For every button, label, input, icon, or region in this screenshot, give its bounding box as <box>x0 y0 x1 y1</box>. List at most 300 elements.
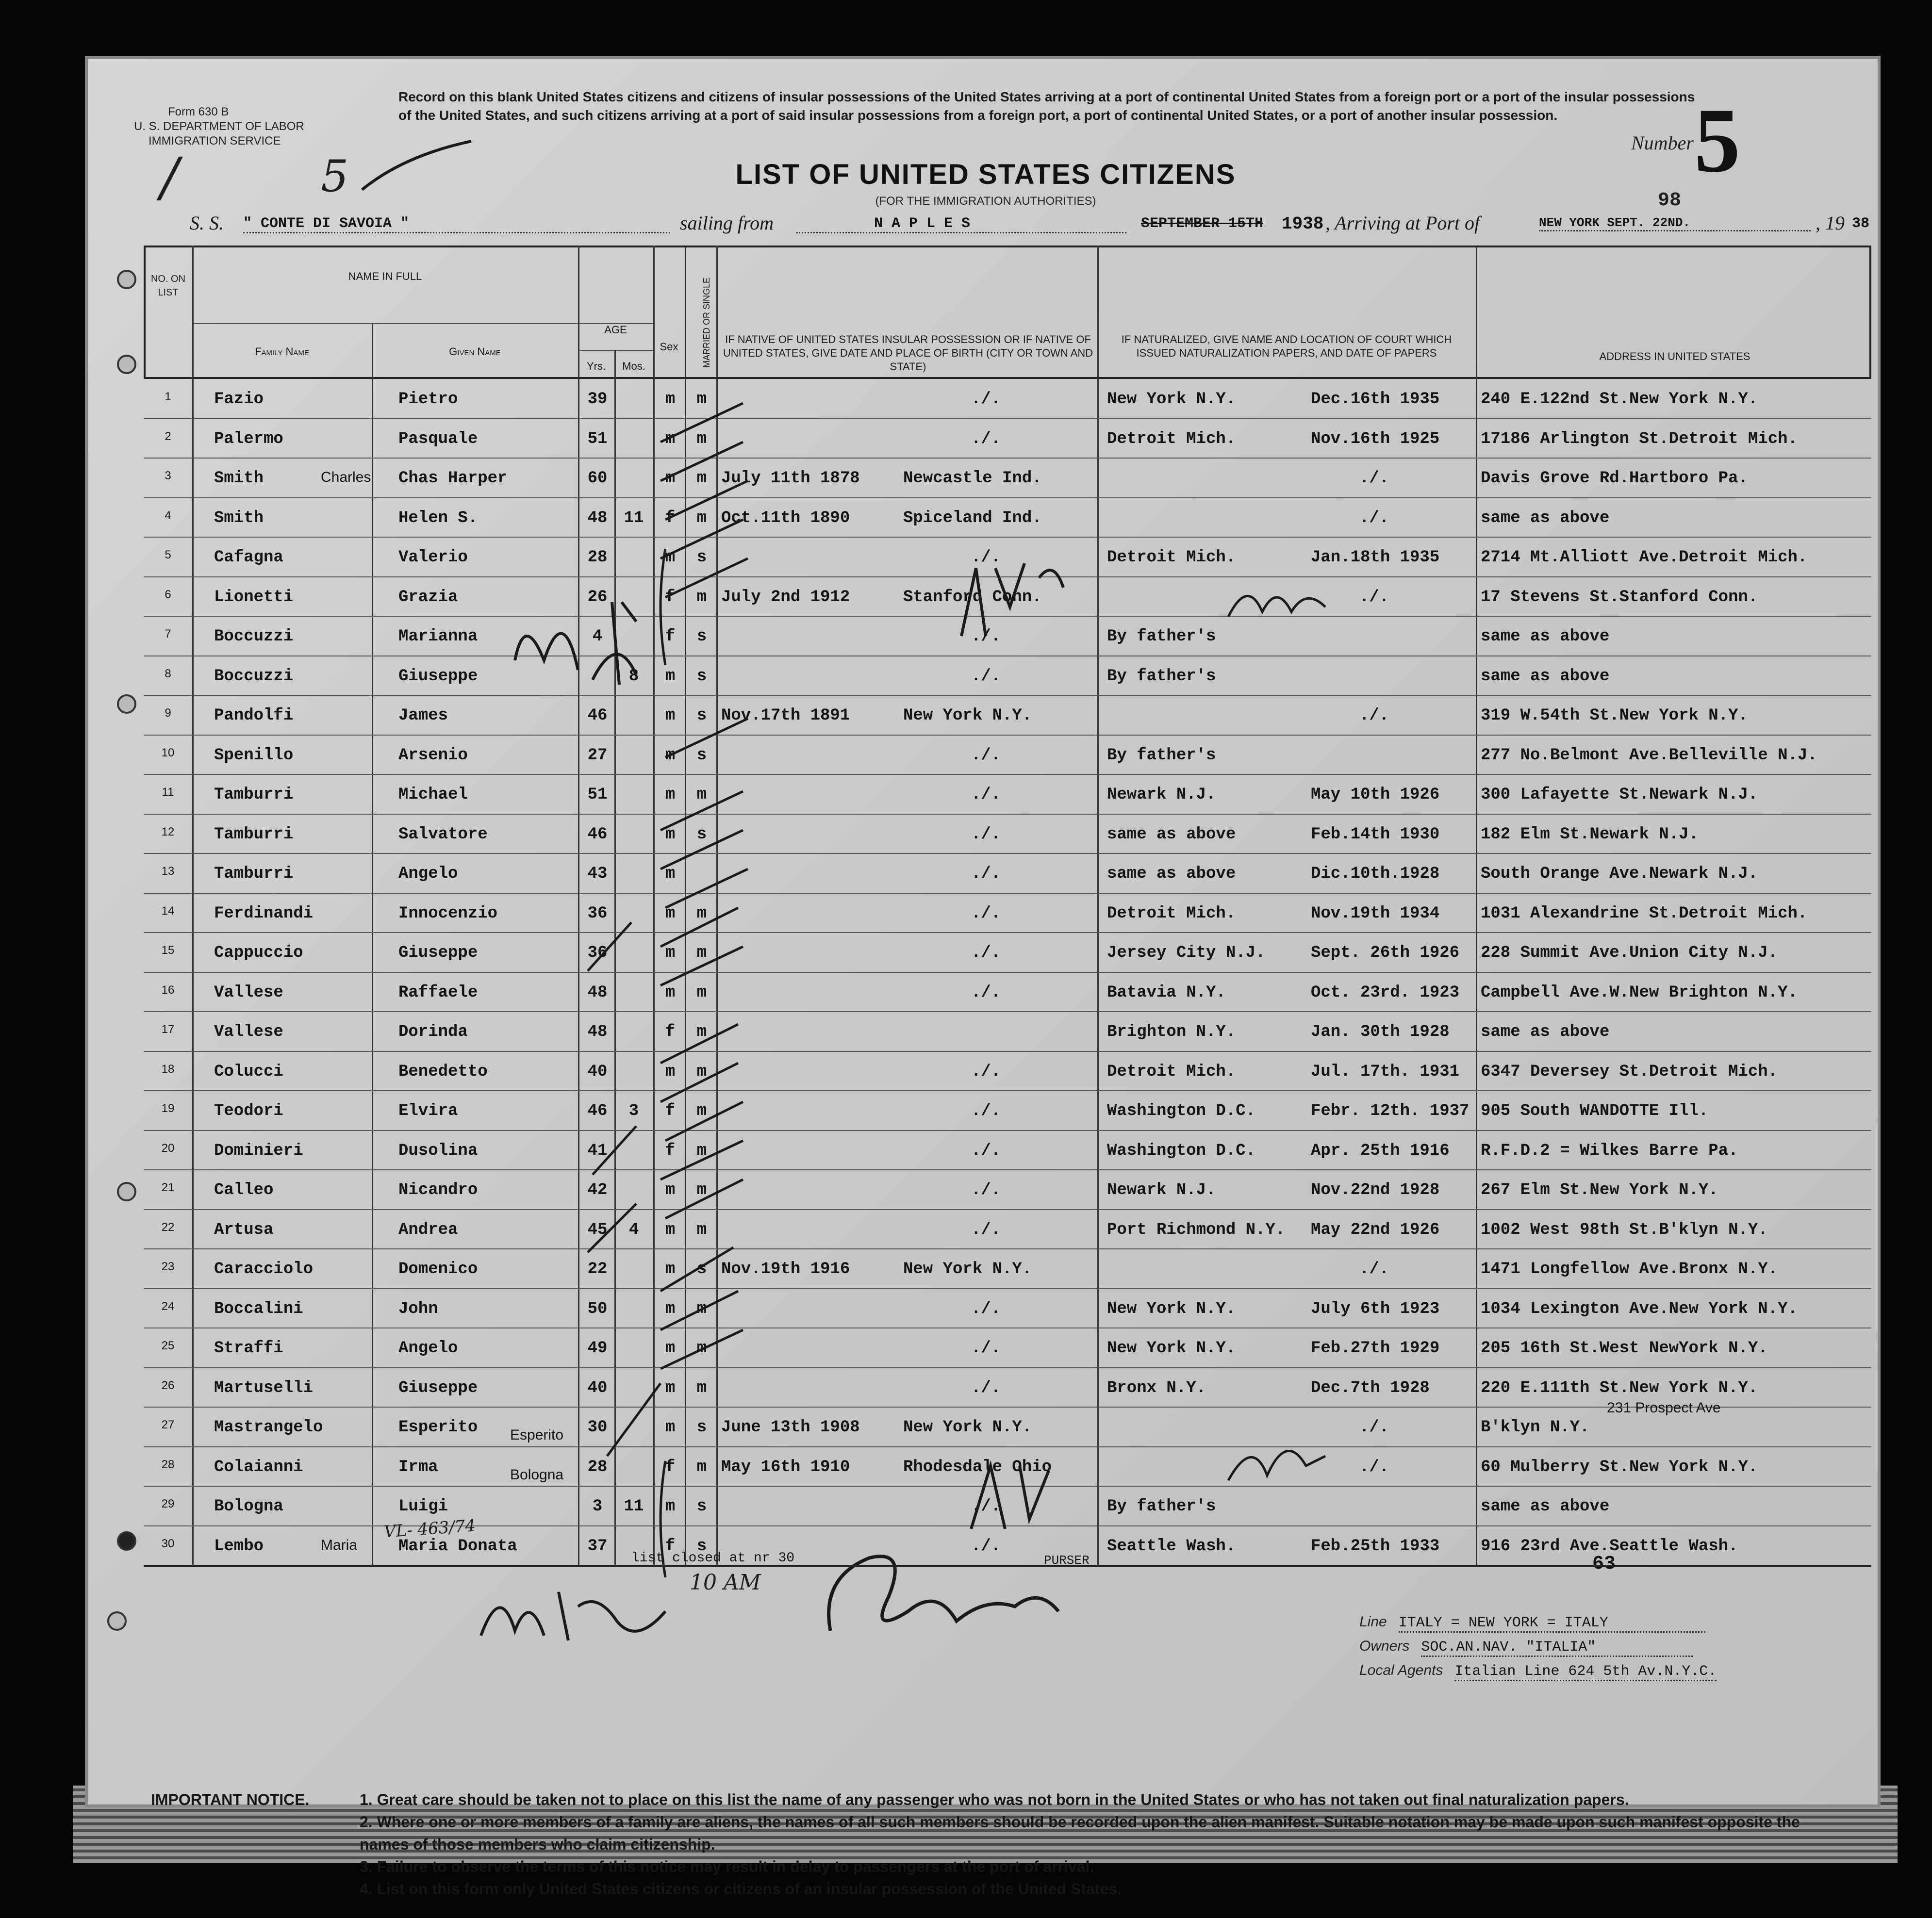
cell-court: New York N.Y. <box>1107 1339 1236 1358</box>
cell-ms: m <box>696 944 707 962</box>
header-sex: Sex <box>660 341 678 353</box>
cell-given: Grazia <box>398 588 458 607</box>
cell-birth-date: July 2nd 1912 <box>721 588 850 607</box>
cell-yrs: 28 <box>587 1458 608 1476</box>
port-from: N A P L E S <box>796 215 1126 233</box>
cell-family: Spenillo <box>214 746 294 765</box>
header-age: AGE <box>604 324 627 336</box>
cell-ms: s <box>696 746 707 765</box>
cell-family: Ferdinandi <box>214 904 314 923</box>
row-rule <box>144 1169 1871 1170</box>
notice-title: IMPORTANT NOTICE. <box>151 1791 310 1808</box>
row-rule <box>144 695 1871 696</box>
cell-given: Domenico <box>398 1260 478 1279</box>
cell-given: Maria Donata <box>398 1537 517 1556</box>
handwritten-note <box>1223 573 1330 631</box>
cell-birth-place: New York N.Y. <box>903 706 1032 725</box>
cell-no: 4 <box>165 508 171 522</box>
cell-birth-date: June 13th 1908 <box>721 1418 860 1437</box>
binder-hole <box>117 1182 136 1201</box>
cell-yrs: 26 <box>587 588 608 607</box>
cell-birth-place: ./. <box>971 1339 1001 1358</box>
cell-ms: m <box>696 1378 707 1397</box>
cell-yrs: 27 <box>587 746 608 765</box>
cell-court: Detroit Mich. <box>1107 548 1236 567</box>
tally-marks <box>573 738 670 1466</box>
cell-birth-place: Stanford Conn. <box>903 588 1042 607</box>
cell-birth-place: ./. <box>971 667 1001 686</box>
cell-address: 6347 Deversey St.Detroit Mich. <box>1481 1062 1778 1081</box>
cell-given-note: Esperito <box>510 1427 564 1443</box>
year-prefix: , 19 <box>1816 212 1845 234</box>
cell-nat-date: Feb.14th 1930 <box>1311 825 1440 844</box>
cell-court: New York N.Y. <box>1107 1299 1236 1318</box>
cell-nat-date: Oct. 23rd. 1923 <box>1311 983 1460 1002</box>
cell-yrs: 40 <box>587 1378 608 1397</box>
cell-given: Michael <box>398 786 468 804</box>
notice-item: 2. Where one or more members of a family are aliens, the names of all such members should be recorded upon the alien manifest. Suitable notation may be made upon such manifest opposite the names of those members who claim citizenship. <box>360 1813 1800 1853</box>
cell-court: Port Richmond N.Y. <box>1107 1220 1286 1239</box>
cell-address: 2714 Mt.Alliott Ave.Detroit Mich. <box>1481 548 1808 567</box>
header-address: ADDRESS IN UNITED STATES <box>1599 350 1750 362</box>
cell-yrs: 42 <box>587 1181 608 1199</box>
cell-yrs: 28 <box>587 548 608 567</box>
cell-nat-date: ./. <box>1359 1458 1389 1476</box>
cell-no: 10 <box>161 746 175 759</box>
cell-yrs: 48 <box>587 983 608 1002</box>
department-name: U. S. DEPARTMENT OF LABOR <box>134 120 304 133</box>
cell-sex: f <box>665 1102 676 1120</box>
cell-sex: m <box>665 429 676 448</box>
cell-birth-date: May 16th 1910 <box>721 1458 850 1476</box>
cell-mos: 11 <box>624 1497 644 1516</box>
cell-birth-place: Newcastle Ind. <box>903 469 1042 488</box>
purser-label: PURSER <box>1044 1553 1090 1568</box>
cell-birth-place: ./. <box>971 627 1001 646</box>
cell-no: 27 <box>161 1418 175 1431</box>
cell-given: Andrea <box>398 1220 458 1239</box>
arrival-year: 38 <box>1852 215 1870 232</box>
cell-court: Detroit Mich. <box>1107 904 1236 923</box>
cell-birth-place: ./. <box>971 1141 1001 1160</box>
cell-yrs: 4 <box>592 627 603 646</box>
cell-no: 9 <box>165 706 171 720</box>
cell-address: 17186 Arlington St.Detroit Mich. <box>1481 429 1798 448</box>
cell-nat-date: Febr. 12th. 1937 <box>1311 1102 1470 1120</box>
row-rule <box>144 497 1871 498</box>
cell-no: 24 <box>161 1299 175 1313</box>
cell-no: 2 <box>165 429 171 443</box>
cell-given: Elvira <box>398 1102 458 1120</box>
cell-sex: f <box>665 588 676 607</box>
cell-address: 277 No.Belmont Ave.Belleville N.J. <box>1481 746 1817 765</box>
cell-ms: m <box>696 1299 707 1318</box>
cell-no: 11 <box>162 786 174 799</box>
cell-court: same as above <box>1107 825 1236 844</box>
cell-ms: m <box>696 429 707 448</box>
cell-address-note: 231 Prospect Ave <box>1607 1400 1721 1416</box>
cell-ms: m <box>696 1141 707 1160</box>
cell-birth-place: ./. <box>971 944 1001 962</box>
cell-ms: m <box>696 904 707 923</box>
row-rule <box>144 1367 1871 1368</box>
cell-mos: 4 <box>628 1220 639 1239</box>
cell-no: 8 <box>165 667 171 680</box>
line-owners-agents <box>1359 1614 1874 1687</box>
cell-no: 18 <box>161 1062 175 1076</box>
cell-sex: m <box>665 1062 676 1081</box>
cell-yrs: 48 <box>587 1023 608 1041</box>
cell-yrs: 43 <box>587 865 608 883</box>
ship-name: " CONTE DI SAVOIA " <box>243 215 670 233</box>
row-rule <box>144 1051 1871 1052</box>
cell-mos: 3 <box>628 1102 639 1120</box>
cell-given: Marianna <box>398 627 478 646</box>
agents-label: Local Agents <box>1359 1662 1443 1678</box>
cell-given: Luigi <box>398 1497 448 1516</box>
cell-address: 319 W.54th St.New York N.Y. <box>1481 706 1748 725</box>
cell-ms: m <box>696 508 707 527</box>
cell-family: Artusa <box>214 1220 274 1239</box>
cell-birth-place: ./. <box>971 1062 1001 1081</box>
cell-yrs: 36 <box>587 944 608 962</box>
cell-address: same as above <box>1481 1023 1610 1041</box>
cell-court: By father's <box>1107 667 1216 686</box>
cell-family: Bologna <box>214 1497 283 1516</box>
notice-item: 4. List on this form only United States citizens or citizens of an insular possession of the United States. <box>360 1880 1122 1898</box>
cell-given: Pasquale <box>398 429 478 448</box>
cell-ms: m <box>696 588 707 607</box>
cell-family: Dominieri <box>214 1141 303 1160</box>
cell-birth-place: Spiceland Ind. <box>903 508 1042 527</box>
row-rule <box>144 893 1871 894</box>
cell-address: same as above <box>1481 1497 1610 1516</box>
cell-address: same as above <box>1481 667 1610 686</box>
header-no-on-list: NO. ON LIST <box>150 274 186 298</box>
cell-given: Nicandro <box>398 1181 478 1199</box>
cell-birth-place: ./. <box>971 548 1001 567</box>
binder-hole <box>117 355 136 374</box>
cell-nat-date: ./. <box>1359 588 1389 607</box>
cell-address: 916 23rd Ave.Seattle Wash. <box>1481 1537 1738 1556</box>
time-note: 10 AM <box>690 1570 761 1595</box>
footer-rule <box>144 1565 1871 1567</box>
cell-sex: m <box>665 667 676 686</box>
cell-birth-date: Nov.19th 1916 <box>721 1260 850 1279</box>
cell-sex: m <box>665 904 676 923</box>
cell-sex: f <box>665 508 676 527</box>
cell-birth-place: ./. <box>971 390 1001 409</box>
cell-yrs: 46 <box>587 706 608 725</box>
cell-no: 22 <box>161 1220 175 1234</box>
row-rule <box>144 1011 1871 1012</box>
cell-family: Mastrangelo <box>214 1418 323 1437</box>
cell-sex: m <box>665 706 676 725</box>
arriving-label: , Arriving at Port of <box>1325 212 1480 234</box>
cell-ms: m <box>696 390 707 409</box>
cell-family: Vallese <box>214 983 283 1002</box>
cell-sex: m <box>665 786 676 804</box>
cell-address: 228 Summit Ave.Union City N.J. <box>1481 944 1778 962</box>
cell-nat-date: ./. <box>1359 508 1389 527</box>
cell-given: Benedetto <box>398 1062 488 1081</box>
cell-yrs: 3 <box>592 1497 603 1516</box>
cell-birth-place: ./. <box>971 786 1001 804</box>
cell-birth-place: ./. <box>971 1537 1001 1556</box>
cell-given: Dusolina <box>398 1141 478 1160</box>
cell-yrs: 40 <box>587 1062 608 1081</box>
cell-family: Boccalini <box>214 1299 303 1318</box>
cell-court: By father's <box>1107 627 1216 646</box>
cell-birth-place: ./. <box>971 904 1001 923</box>
line-value: ITALY = NEW YORK = ITALY <box>1399 1615 1705 1633</box>
cell-birth-place: ./. <box>971 983 1001 1002</box>
cell-no: 20 <box>161 1141 175 1155</box>
cell-birth-place: ./. <box>971 1299 1001 1318</box>
cell-family: Boccuzzi <box>214 667 294 686</box>
header-years: Yrs. <box>586 360 606 372</box>
row-rule <box>144 972 1871 973</box>
sailing-date: SEPTEMBER 15TH <box>1141 215 1264 232</box>
header-birth: IF NATIVE OF UNITED STATES INSULAR POSSESSION OR IF NATIVE OF UNITED STATES, GIVE DATE AND PLACE OF BIRTH (CITY OR TOWN AND STATE) <box>723 333 1093 373</box>
cell-no: 5 <box>165 548 171 561</box>
cell-given: Raffaele <box>398 983 478 1002</box>
cell-birth-place: ./. <box>971 825 1001 844</box>
cell-family: Lionetti <box>214 588 294 607</box>
cell-family: Lembo <box>214 1537 264 1556</box>
binder-hole <box>117 1531 136 1551</box>
cell-address: 1031 Alexandrine St.Detroit Mich. <box>1481 904 1808 923</box>
row-rule <box>144 458 1871 459</box>
cell-family: Teodori <box>214 1102 283 1120</box>
cell-ms: m <box>696 1339 707 1358</box>
row-rule <box>144 1130 1871 1131</box>
cell-given: Innocenzio <box>398 904 498 923</box>
cell-address: same as above <box>1481 508 1610 527</box>
cell-address: 1034 Lexington Ave.New York N.Y. <box>1481 1299 1798 1318</box>
row-rule <box>144 1209 1871 1210</box>
cell-birth-place: ./. <box>971 746 1001 765</box>
row-rule <box>144 537 1871 538</box>
stamp-number: 98 <box>1658 190 1682 212</box>
cell-mos: 11 <box>624 508 644 527</box>
cell-nat-date: Dic.10th.1928 <box>1311 865 1440 883</box>
cell-family-note: Charles <box>321 469 371 485</box>
owners-label: Owners <box>1359 1638 1410 1654</box>
cell-birth-place: ./. <box>971 1378 1001 1397</box>
cell-address: 60 Mulberry St.New York N.Y. <box>1481 1458 1758 1476</box>
cell-given: Giuseppe <box>398 944 478 962</box>
cell-birth-place: ./. <box>971 865 1001 883</box>
cell-no: 23 <box>161 1260 175 1273</box>
cell-yrs: 39 <box>587 390 608 409</box>
row-rule <box>144 735 1871 736</box>
cell-yrs: 60 <box>587 469 608 488</box>
cell-sex: f <box>665 1537 676 1556</box>
cell-sex: m <box>665 825 676 844</box>
cell-given-note: Bologna <box>510 1466 564 1483</box>
cell-address: 300 Lafayette St.Newark N.J. <box>1481 786 1758 804</box>
cell-given: Giuseppe <box>398 1378 478 1397</box>
cell-sex: m <box>665 1378 676 1397</box>
cell-address: 1471 Longfellow Ave.Bronx N.Y. <box>1481 1260 1778 1279</box>
cell-nat-date: Feb.27th 1929 <box>1311 1339 1440 1358</box>
cell-court: Seattle Wash. <box>1107 1537 1236 1556</box>
cell-sex: f <box>665 1023 676 1041</box>
cell-yrs: 50 <box>587 1299 608 1318</box>
cell-address: B'klyn N.Y. <box>1481 1418 1590 1437</box>
cell-address: 267 Elm St.New York N.Y. <box>1481 1181 1718 1199</box>
page-title: LIST OF UNITED STATES CITIZENS <box>735 159 1236 190</box>
cell-nat-date: ./. <box>1359 706 1389 725</box>
cell-no: 3 <box>165 469 171 482</box>
cell-sex: f <box>665 627 676 646</box>
cell-given: James <box>398 706 448 725</box>
cell-nat-date: May 22nd 1926 <box>1311 1220 1440 1239</box>
handwritten-number: 5 <box>321 151 349 202</box>
cell-sex: f <box>665 1141 676 1160</box>
cell-sex: f <box>665 1458 676 1476</box>
cell-sex: m <box>665 469 676 488</box>
cell-no: 21 <box>161 1181 175 1194</box>
cell-no: 19 <box>161 1102 175 1115</box>
cell-given: Pietro <box>398 390 458 409</box>
header-family-name: Family Name <box>255 345 309 358</box>
agents-value: Italian Line 624 5th Av.N.Y.C. <box>1454 1663 1717 1681</box>
cell-yrs: 36 <box>587 904 608 923</box>
cell-family: Straffi <box>214 1339 283 1358</box>
cell-ms: s <box>696 548 707 567</box>
cell-no: 26 <box>161 1378 175 1392</box>
cell-sex: m <box>665 390 676 409</box>
cell-given: Irma <box>398 1458 438 1476</box>
cell-sex: m <box>665 983 676 1002</box>
cell-address: 17 Stevens St.Stanford Conn. <box>1481 588 1758 607</box>
cell-sex: m <box>665 1260 676 1279</box>
cell-family: Colucci <box>214 1062 283 1081</box>
cell-ms: s <box>696 706 707 725</box>
cell-family: Tamburri <box>214 786 294 804</box>
cell-no: 13 <box>161 865 175 878</box>
cell-court: Batavia N.Y. <box>1107 983 1226 1002</box>
row-rule <box>144 1090 1871 1091</box>
cell-nat-date: Sept. 26th 1926 <box>1311 944 1460 962</box>
cell-birth-place: New York N.Y. <box>903 1418 1032 1437</box>
cell-nat-date: Dec.7th 1928 <box>1311 1378 1430 1397</box>
cell-no: 16 <box>161 983 175 997</box>
header-married-single: MARRIED OR SINGLE <box>702 277 711 368</box>
list-number-value: 5 <box>1694 90 1740 192</box>
cell-court: Newark N.J. <box>1107 1181 1216 1199</box>
cell-ms: m <box>696 1181 707 1199</box>
header-name-in-full: NAME IN FULL <box>348 270 422 282</box>
cell-sex: m <box>665 746 676 765</box>
list-number-label: Number <box>1631 132 1694 154</box>
cell-birth-place: ./. <box>971 1497 1001 1516</box>
cell-given: Arsenio <box>398 746 468 765</box>
cell-sex: m <box>665 1497 676 1516</box>
cell-address: South Orange Ave.Newark N.J. <box>1481 865 1758 883</box>
row-rule <box>144 1248 1871 1249</box>
cell-address: 205 16th St.West NewYork N.Y. <box>1481 1339 1768 1358</box>
cell-address: 1002 West 98th St.B'klyn N.Y. <box>1481 1220 1768 1239</box>
cell-nat-date: May 10th 1926 <box>1311 786 1440 804</box>
cell-family: Cafagna <box>214 548 283 567</box>
cell-ms: m <box>696 786 707 804</box>
cell-ms: s <box>696 627 707 646</box>
cell-ms: s <box>696 1418 707 1437</box>
cell-no: 6 <box>165 588 171 601</box>
cell-given: Angelo <box>398 1339 458 1358</box>
port-to: NEW YORK SEPT. 22ND. <box>1539 215 1811 231</box>
row-rule <box>144 1288 1871 1289</box>
cell-court: Bronx N.Y. <box>1107 1378 1206 1397</box>
cell-address: 182 Elm St.Newark N.J. <box>1481 825 1699 844</box>
cell-given: Chas Harper <box>398 469 508 488</box>
cell-yrs: 48 <box>587 508 608 527</box>
cell-no: 7 <box>165 627 171 640</box>
notice-item: 1. Great care should be taken not to place on this list the name of any passenger who was not born in the United States or who has not taken out final naturalization papers. <box>360 1791 1629 1808</box>
cell-ms: m <box>696 1062 707 1081</box>
cell-address: R.F.D.2 = Wilkes Barre Pa. <box>1481 1141 1738 1160</box>
cell-birth-place: New York N.Y. <box>903 1260 1032 1279</box>
cell-court: By father's <box>1107 1497 1216 1516</box>
row-rule <box>144 932 1871 933</box>
row-rule <box>144 418 1871 419</box>
cell-yrs: 41 <box>587 1141 608 1160</box>
cell-no: 25 <box>161 1339 175 1352</box>
cell-family: Tamburri <box>214 825 294 844</box>
ss-label: S. S. <box>190 212 224 234</box>
page-count: 63 <box>1592 1553 1616 1575</box>
cell-court: Detroit Mich. <box>1107 1062 1236 1081</box>
cell-family: Boccuzzi <box>214 627 294 646</box>
cell-address: same as above <box>1481 627 1610 646</box>
cell-sex: m <box>665 1418 676 1437</box>
cell-nat-date: Dec.16th 1935 <box>1311 390 1440 409</box>
cell-family: Caracciolo <box>214 1260 314 1279</box>
cell-no: 15 <box>161 944 175 957</box>
initials-scribble <box>952 549 1078 646</box>
row-rule <box>144 814 1871 815</box>
handwritten-mark: / <box>161 146 179 208</box>
cell-family: Calleo <box>214 1181 274 1199</box>
cell-yrs: 46 <box>587 825 608 844</box>
cell-ms: s <box>696 1260 707 1279</box>
cell-yrs: 46 <box>587 1102 608 1120</box>
line-label: Line <box>1359 1614 1387 1630</box>
cell-ms: m <box>696 1220 707 1239</box>
cell-family: Smith <box>214 508 264 527</box>
cell-ms: s <box>696 1497 707 1516</box>
sailing-year: 1938 <box>1282 214 1324 234</box>
cell-court: Washington D.C. <box>1107 1102 1256 1120</box>
cell-birth-date: July 11th 1878 <box>721 469 860 488</box>
cell-yrs: 51 <box>587 429 608 448</box>
handwritten-note <box>1223 1427 1330 1495</box>
sailing-label: sailing from <box>680 212 774 234</box>
cell-yrs: 49 <box>587 1339 608 1358</box>
cell-nat-date: ./. <box>1359 469 1389 488</box>
cell-ms: s <box>696 825 707 844</box>
cell-birth-place: ./. <box>971 429 1001 448</box>
cell-nat-date: ./. <box>1359 1260 1389 1279</box>
cell-nat-date: Nov.19th 1934 <box>1311 904 1440 923</box>
cell-nat-date: July 6th 1923 <box>1311 1299 1440 1318</box>
header-months: Mos. <box>622 360 645 372</box>
cell-family: Tamburri <box>214 865 294 883</box>
header-given-name: Given Name <box>449 345 501 358</box>
